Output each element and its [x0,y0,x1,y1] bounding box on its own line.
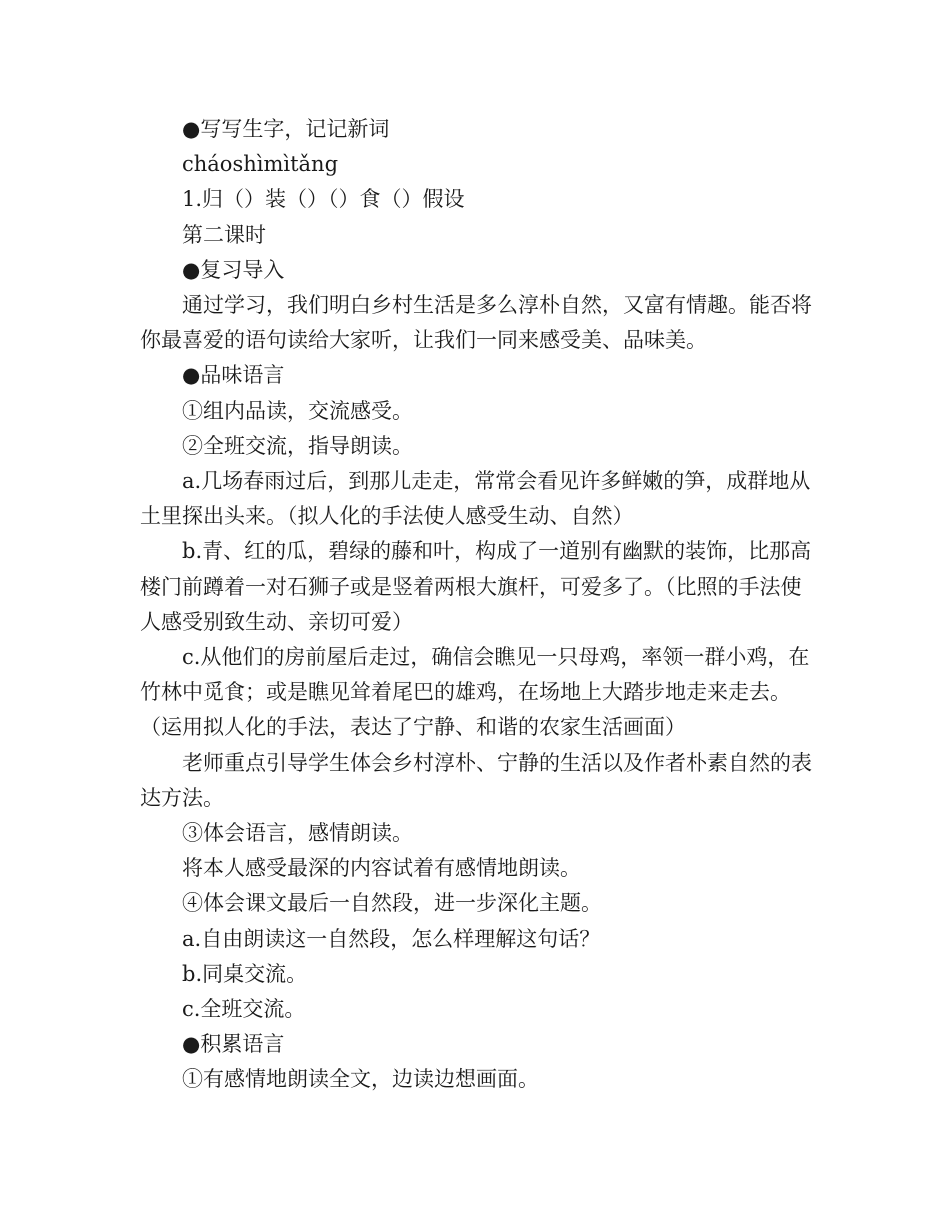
heading-accumulate-language: ●积累语言 [182,1032,285,1057]
step-4-c: c.全班交流。 [182,997,306,1022]
pinyin-line: cháoshìmìtǎng [182,152,339,177]
heading-review: ●复习导入 [182,257,285,282]
step-4-b: b.同桌交流。 [182,961,308,986]
example-b: b.青、红的瓜，碧绿的藤和叶，构成了一道别有幽默的装饰，比那高楼门前蹲着一对石狮子或是竖着两根大旗杆，可爱多了。（比照的手法使人感受别致生动、亲切可爱） [140,539,812,634]
exercise-line: 1.归（）装（）（）食（）假设 [182,187,465,212]
step-3: ③体会语言，感情朗读。 [182,821,413,846]
example-c: c.从他们的房前屋后走过，确信会瞧见一只母鸡，率领一群小鸡，在竹林中觅食；或是瞧见耸着尾巴的雄鸡，在场地上大踏步地走来走去。（运用拟人化的手法，表达了宁静、和谐的农家生活画面） [140,645,810,740]
lesson-title: 第二课时 [182,222,266,247]
example-a: a.几场春雨过后，到那儿走走，常常会看见许多鲜嫩的笋，成群地从土里探出头来。（拟人化的手法使人感受生动、自然） [140,469,811,529]
step-2: ②全班交流，指导朗读。 [182,433,413,458]
review-paragraph: 通过学习，我们明白乡村生活是多么淳朴自然，又富有情趣。能否将你最喜爱的语句读给大家听，让我们一同来感受美、品味美。 [140,293,812,353]
heading-write-characters: ●写写生字，记记新词 [182,117,390,141]
teacher-guidance: 老师重点引导学生体会乡村淳朴、宁静的生活以及作者朴素自然的表达方法。 [140,750,812,810]
step-1: ①组内品读，交流感受。 [182,398,413,423]
step-4-a: a.自由朗读这一自然段，怎么样理解这句话？ [182,926,601,951]
document-body [140,112,812,1098]
step-3-detail: 将本人感受最深的内容试着有感情地朗读。 [182,856,581,881]
step-4: ④体会课文最后一自然段，进一步深化主题。 [182,891,602,916]
accumulate-step-1: ①有感情地朗读全文，边读边想画面。 [182,1067,539,1092]
heading-savor-language: ●品味语言 [182,363,285,388]
